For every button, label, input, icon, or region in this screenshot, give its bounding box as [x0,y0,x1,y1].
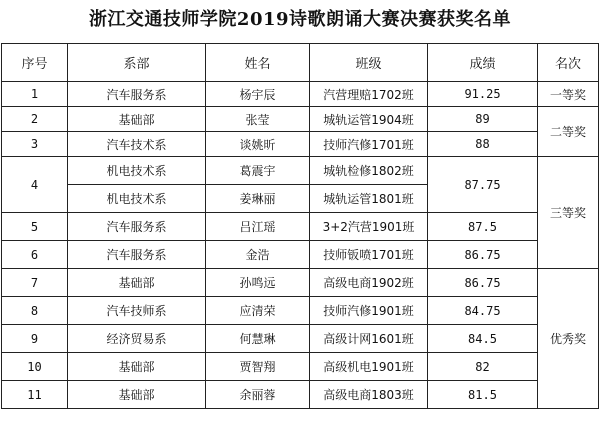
cell-rank: 二等奖 [538,107,599,157]
cell-seq: 1 [2,82,68,107]
header-dept: 系部 [68,44,206,82]
cell-dept: 汽车服务系 [68,213,206,241]
cell-name: 孙鸣远 [206,269,310,297]
cell-name: 何慧琳 [206,325,310,353]
header-class: 班级 [310,44,428,82]
cell-score: 88 [428,132,538,157]
cell-seq: 6 [2,241,68,269]
cell-name: 张莹 [206,107,310,132]
cell-dept: 汽车技师系 [68,297,206,325]
cell-name: 谈姚昕 [206,132,310,157]
cell-score: 91.25 [428,82,538,107]
cell-name: 应清荣 [206,297,310,325]
header-rank: 名次 [538,44,599,82]
cell-class: 汽营理赔1702班 [310,82,428,107]
cell-rank: 三等奖 [538,157,599,269]
cell-rank: 优秀奖 [538,269,599,409]
cell-dept: 汽车服务系 [68,241,206,269]
cell-score: 86.75 [428,241,538,269]
award-table [1,43,599,409]
table-row [2,381,599,409]
table-row [2,241,599,269]
cell-score: 84.75 [428,297,538,325]
cell-name: 金浩 [206,241,310,269]
cell-class: 城轨运管1904班 [310,107,428,132]
cell-class: 3+2汽营1901班 [310,213,428,241]
header-score: 成绩 [428,44,538,82]
cell-score: 87.5 [428,213,538,241]
cell-class: 高级电商1902班 [310,269,428,297]
cell-dept: 基础部 [68,381,206,409]
table-row [2,132,599,157]
cell-name: 杨宇辰 [206,82,310,107]
cell-seq: 3 [2,132,68,157]
table-row [2,82,599,107]
cell-dept: 基础部 [68,269,206,297]
table-row [2,353,599,381]
cell-seq: 11 [2,381,68,409]
cell-score: 89 [428,107,538,132]
cell-class: 高级机电1901班 [310,353,428,381]
cell-dept: 基础部 [68,107,206,132]
cell-seq: 2 [2,107,68,132]
cell-seq: 5 [2,213,68,241]
cell-class: 技师钣喷1701班 [310,241,428,269]
cell-class: 城轨运管1801班 [310,185,428,213]
cell-seq: 7 [2,269,68,297]
cell-class: 高级电商1803班 [310,381,428,409]
cell-seq: 4 [2,157,68,213]
cell-dept: 经济贸易系 [68,325,206,353]
cell-seq: 8 [2,297,68,325]
cell-seq: 10 [2,353,68,381]
cell-dept: 汽车服务系 [68,82,206,107]
cell-name: 葛震宇 [206,157,310,185]
cell-class: 技师汽修1701班 [310,132,428,157]
cell-score: 81.5 [428,381,538,409]
cell-seq: 9 [2,325,68,353]
table-row [2,297,599,325]
table-row [2,325,599,353]
cell-score: 82 [428,353,538,381]
cell-dept: 基础部 [68,353,206,381]
table-row [2,157,599,185]
cell-dept: 汽车技术系 [68,132,206,157]
table-row [2,213,599,241]
header-row [2,44,599,82]
table-row [2,107,599,132]
cell-rank: 一等奖 [538,82,599,107]
cell-score: 84.5 [428,325,538,353]
cell-class: 城轨检修1802班 [310,157,428,185]
cell-name: 姜琳丽 [206,185,310,213]
cell-class: 高级计网1601班 [310,325,428,353]
cell-score: 86.75 [428,269,538,297]
cell-score: 87.75 [428,157,538,213]
cell-class: 技师汽修1901班 [310,297,428,325]
header-seq: 序号 [2,44,68,82]
cell-name: 余丽蓉 [206,381,310,409]
cell-dept: 机电技术系 [68,157,206,185]
cell-dept: 机电技术系 [68,185,206,213]
table-row [2,269,599,297]
cell-name: 贾智翔 [206,353,310,381]
cell-name: 吕江瑶 [206,213,310,241]
header-name: 姓名 [206,44,310,82]
document-title: 浙江交通技师学院2019诗歌朗诵大赛决赛获奖名单 [88,9,512,30]
